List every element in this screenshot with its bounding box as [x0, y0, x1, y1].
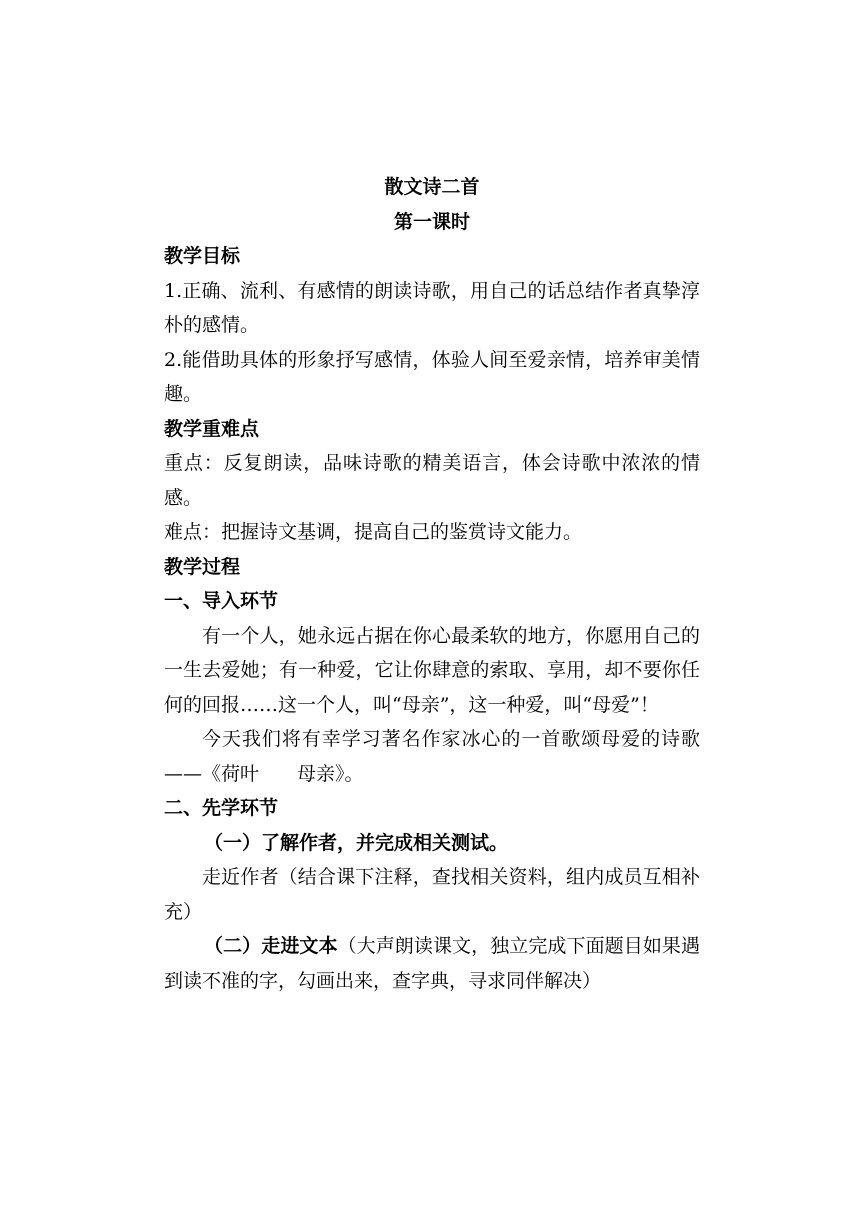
goal-2: 2.能借助具体的形象抒写感情，体验人间至爱亲情，培养审美情趣。	[164, 348, 700, 405]
document-title: 散文诗二首	[384, 176, 480, 198]
sub-1-text: 走近作者（结合课下注释，查找相关资料，组内成员互相补充）	[164, 866, 700, 923]
document-body	[164, 170, 700, 998]
sub-1-heading: （一）了解作者，并完成相关测试。	[204, 831, 509, 854]
sub-2-text: （大声朗读课文，独立完成下面题目如果遇到读不准的字，勾画出来，查字典，寻求同伴解决）	[164, 935, 700, 992]
section-2-heading: 二、先学环节	[164, 797, 279, 819]
sub-2-heading: （二）走进文本	[204, 935, 338, 957]
process-heading: 教学过程	[164, 555, 241, 578]
document-subtitle: 第一课时	[393, 210, 470, 233]
section-1-heading: 一、导入环节	[164, 590, 279, 612]
keypoints-heading: 教学重难点	[164, 417, 260, 440]
goals-heading: 教学目标	[164, 245, 241, 267]
keypoint-text: 重点：反复朗读，品味诗歌的精美语言，体会诗歌中浓浓的情感。	[164, 452, 700, 509]
intro-paragraph-2: 今天我们将有幸学习著名作家冰心的一首歌颂母爱的诗歌——《荷叶 母亲》。	[164, 728, 700, 785]
goal-1: 1.正确、流利、有感情的朗读诗歌，用自己的话总结作者真挚淳朴的感情。	[164, 279, 700, 336]
intro-paragraph-1: 有一个人，她永远占据在你心最柔软的地方，你愿用自己的一生去爱她；有一种爱，它让你肆意的索取、享用，却不要你任何的回报……这一个人，叫“母亲”，这一种爱，叫“母爱”！	[164, 624, 700, 716]
difficulty-text: 难点：把握诗文基调，提高自己的鉴赏诗文能力。	[164, 521, 583, 543]
sub-2-paragraph	[164, 929, 700, 998]
